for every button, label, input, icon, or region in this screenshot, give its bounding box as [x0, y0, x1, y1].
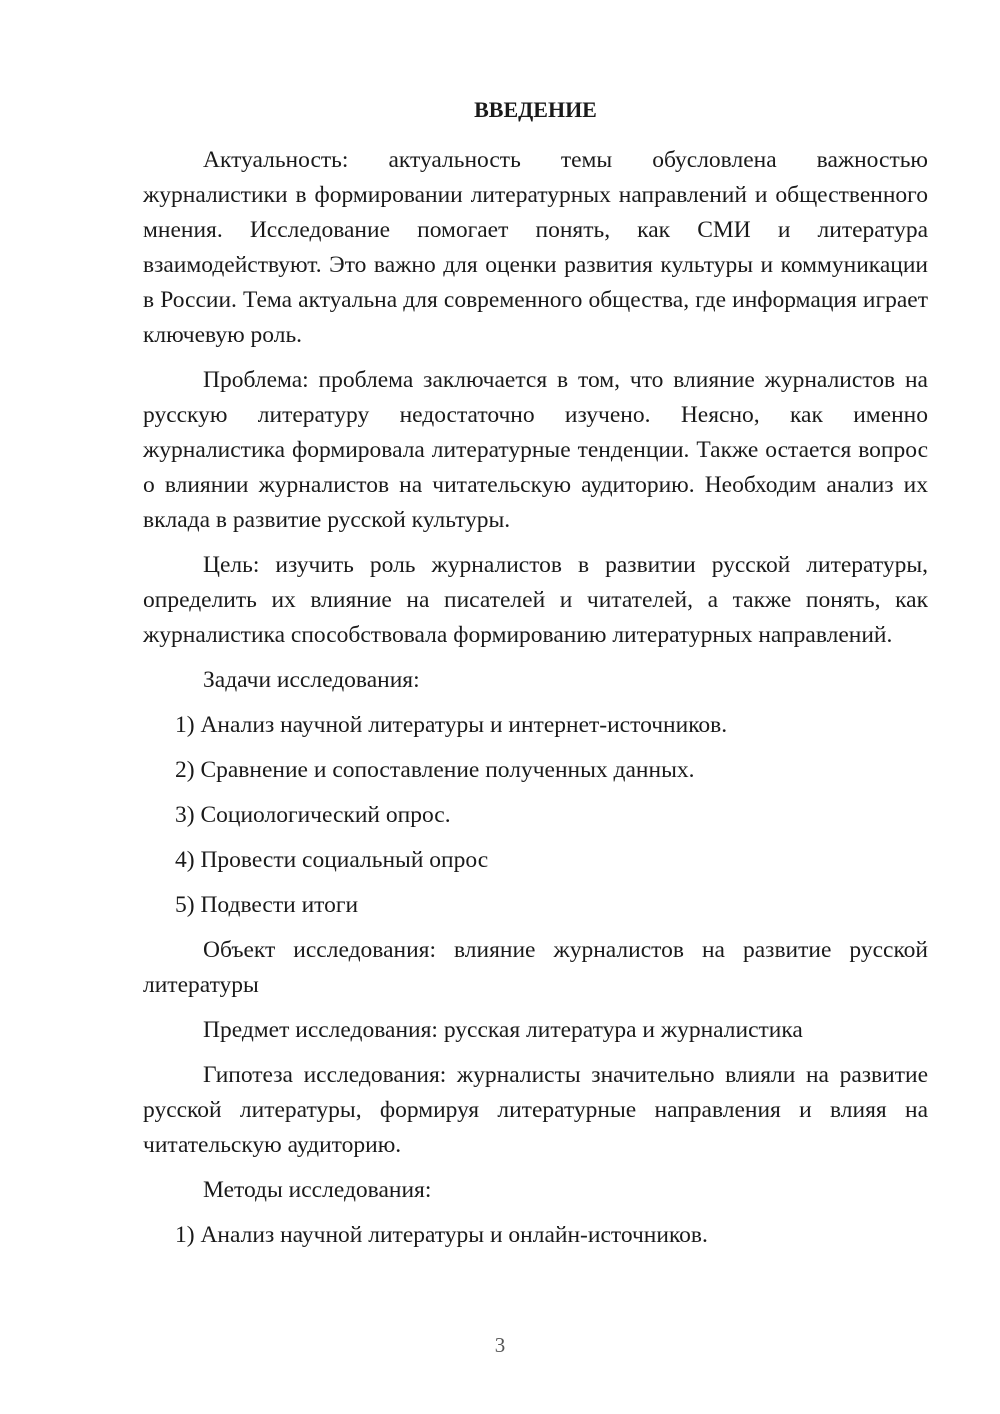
subject-paragraph: Предмет исследования: русская литература и журналистика [203, 1017, 803, 1043]
task-item: 5) Подвести итоги [175, 892, 359, 918]
hypothesis-paragraph: Гипотеза исследования: журналисты значительно влияли на развитие русской литературы, формируя литературные направления и влияя на читательскую аудиторию. [143, 1062, 928, 1158]
task-item: 3) Социологический опрос. [175, 802, 451, 828]
page-body [143, 95, 928, 1263]
page-number: 3 [494, 1333, 506, 1357]
object-paragraph: Объект исследования: влияние журналистов на развитие русской литературы [143, 937, 928, 998]
methods-title: Методы исследования: [203, 1177, 432, 1203]
tasks-title: Задачи исследования: [203, 667, 420, 693]
task-item: 1) Анализ научной литературы и интернет-источников. [175, 712, 728, 738]
task-item: 2) Сравнение и сопоставление полученных данных. [175, 757, 695, 783]
problem-paragraph: Проблема: проблема заключается в том, что влияние журналистов на русскую литературу недостаточно изучено. Неясно, как именно журналистика формировала литературные тенденции. Также остается вопрос о влиянии журналистов на читательскую аудиторию. Необходим анализ их вклада в развитие русской культуры. [143, 367, 928, 533]
method-item: 1) Анализ научной литературы и онлайн-источников. [175, 1222, 708, 1248]
task-item: 4) Провести социальный опрос [175, 847, 489, 873]
section-heading: ВВЕДЕНИЕ [474, 97, 597, 122]
methods-list [143, 1218, 928, 1253]
goal-paragraph: Цель: изучить роль журналистов в развитии русской литературы, определить их влияние на писателей и читателей, а также понять, как журналистика способствовала формированию литературных направлений. [143, 552, 928, 648]
tasks-list [143, 708, 928, 923]
relevance-paragraph: Актуальность: актуальность темы обусловлена важностью журналистики в формировании литературных направлений и общественного мнения. Исследование помогает понять, как СМИ и литература взаимодействуют. Это важно для оценки развития культуры и коммуникации в России. Тема актуальна для современного общества, где информация играет ключевую роль. [143, 147, 928, 348]
